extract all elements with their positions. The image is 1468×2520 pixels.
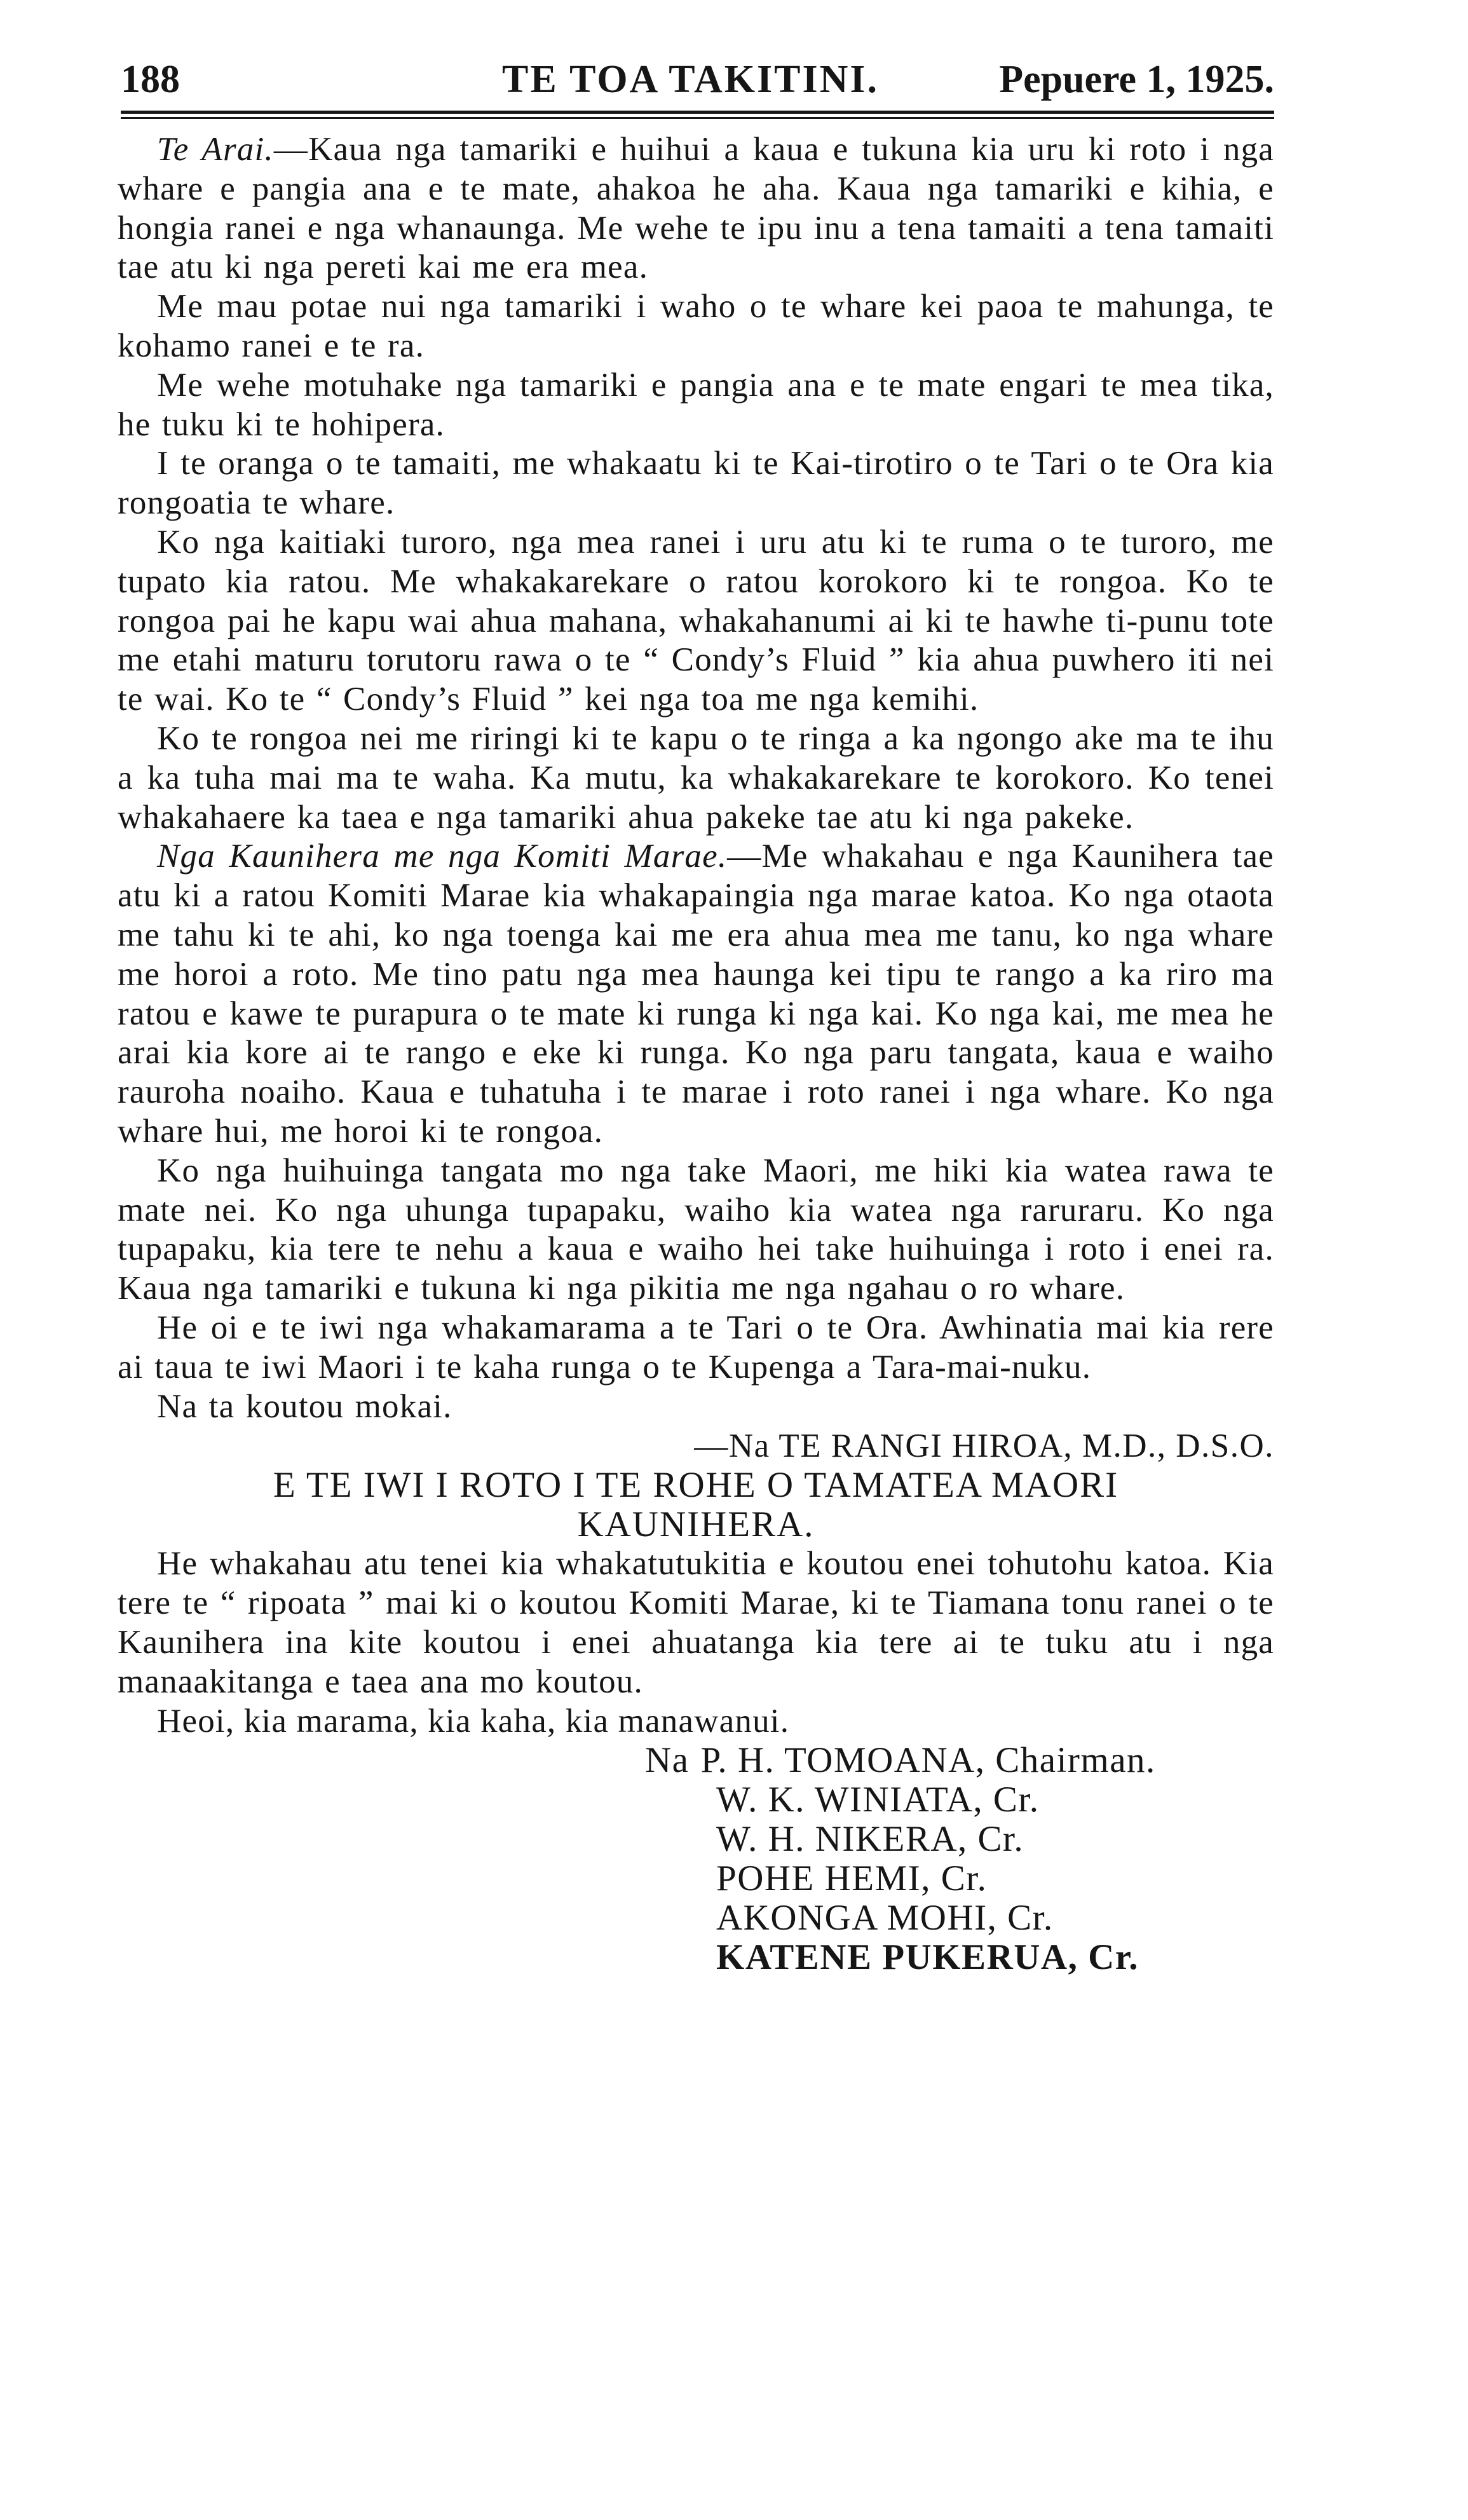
paragraph-text: He oi e te iwi nga whakamarama a te Tari o te Ora. Awhinatia mai kia rere ai taua te iwi Maori i te kaha runga o te Kupenga a Tara-mai-nuku. (118, 1309, 1274, 1386)
paragraph (118, 130, 1274, 287)
signatory-block (118, 1741, 1274, 1977)
publication-title: TE TOA TAKITINI. (502, 58, 880, 101)
paragraph-text: —Kaua nga tamariki e huihui a kaua e tukuna kia uru ki roto i nga whare e pangia ana e te mate, ahakoa he aha. Kaua nga tamariki e kihia, e hongia ranei e nga whanaunga. Me wehe te ipu inu a tena tamaiti a tena tamaiti tae atu ki nga pereti kai me era mea. (118, 131, 1274, 286)
paragraph-text: —Me whakahau e nga Kaunihera tae atu ki a ratou Komiti Marae kia whakapaingia nga marae katoa. Ko nga otaota me tahu ki te ahi, ko nga toenga kai me era ahua mea me tanu, ko nga whare me horoi a roto. Me tino patu nga mea haunga kei tipu te rango a ka riro ma ratou e kawe te purapura o te mate ki runga ki nga kai. Ko nga kai, me mea he arai kia kore ai te rango e eke ki runga. Ko nga paru tangata, kaua e waiho rauroha noaiho. Kaua e tuhatuha i te marae i roto ranei i nga whare. Ko nga whare hui, me horoi ki te rongoa. (118, 838, 1274, 1150)
header-rule (121, 117, 1274, 119)
paragraph (118, 444, 1274, 523)
paragraph (118, 719, 1274, 837)
signatory (645, 1741, 1274, 1780)
signatory (716, 1938, 1274, 1977)
signatory-prefix: Na (645, 1740, 690, 1781)
paragraph (118, 1309, 1274, 1387)
paragraph-text: Na ta koutou mokai. (157, 1387, 452, 1425)
signatory-name: W. K. WINIATA, Cr. (716, 1780, 1040, 1820)
paragraph (118, 1152, 1274, 1309)
paragraph-text: Me mau potae nui nga tamariki i waho o te whare kei paoa te mahunga, te kohamo ranei e te ra. (118, 288, 1274, 364)
page-number: 188 (121, 58, 180, 101)
author-signature: —Na TE RANGI HIROA, M.D., D.S.O. (694, 1427, 1274, 1465)
signatory-name: P. H. TOMOANA, Chairman. (700, 1740, 1156, 1781)
closing-line: Heoi, kia marama, kia kaha, kia manawanui. (157, 1703, 790, 1740)
paragraph-text: Ko te rongoa nei me riringi ki te kapu o te ringa a ka ngongo ake ma te ihu a ka tuha mai ma te waha. Ka mutu, ka whakakarekare te korokoro. Ko tenei whakahaere ka taea e nga tamariki ahua pakeke tae atu ki nga pakeke. (118, 719, 1274, 836)
paragraph-text: I te oranga o te tamaiti, me whakaatu ki te Kai-tirotiro o te Tari o te Ora kia rongoatia te whare. (118, 445, 1274, 522)
signatory (716, 1820, 1274, 1859)
body-text (118, 130, 1274, 1977)
paragraph (118, 837, 1274, 1151)
paragraph (118, 366, 1274, 445)
signatory-name: AKONGA MOHI, Cr. (716, 1898, 1054, 1938)
page-header (121, 50, 1274, 113)
header-rule (121, 111, 1274, 114)
paragraph-lead: Te Arai. (157, 131, 274, 168)
signatory (716, 1898, 1274, 1938)
signatory-name: W. H. NIKERA, Cr. (716, 1819, 1024, 1860)
paragraph (118, 287, 1274, 366)
signatory (716, 1780, 1274, 1820)
paragraph-text: Ko nga kaitiaki turoro, nga mea ranei i uru atu ki te ruma o te turoro, me tupato kia ratou. Me whakakarekare o ratou korokoro ki te rongoa. Ko te rongoa pai he kapu wai ahua mahana, whakahanumi ai ki te hawhe ti-punu tote me etahi maturu torutoru rawa o te “ Condy’s Fluid ” kia ahua puwhero iti nei te wai. Ko te “ Condy’s Fluid ” kei nga toa me nga kemihi. (118, 523, 1274, 718)
paragraph (118, 523, 1274, 719)
signatory (716, 1859, 1274, 1898)
paragraph-text: Me wehe motuhake nga tamariki e pangia ana e te mate engari te mea tika, he tuku ki te hohipera. (118, 366, 1274, 443)
paragraph-text: Ko nga huihuinga tangata mo nga take Maori, me hiki kia watea rawa te mate nei. Ko nga uhunga tupapaku, waiho kia watea nga raruraru. Ko nga tupapaku, kia tere te nehu a kaua e waiho hei take huihuinga i roto i enei ra. Kaua nga tamariki e tukuna ki nga pikitia me nga ngahau o ro whare. (118, 1152, 1274, 1307)
letter-paragraph: He whakahau atu tenei kia whakatutukitia e koutou enei tohutohu katoa. Kia tere te “ ripoata ” mai ki o koutou Komiti Marae, ki te Tiamana tonu ranei o te Kaunihera ina kite koutou i enei ahuatanga kia tere ai te tuku atu i nga manaakitanga e taea ana mo koutou. (118, 1545, 1274, 1700)
signatory-name: KATENE PUKERUA, Cr. (716, 1937, 1139, 1978)
signatory-name: POHE HEMI, Cr. (716, 1858, 988, 1899)
section-heading: E TE IWI I ROTO I TE ROHE O TAMATEA MAORI (273, 1465, 1119, 1506)
issue-date: Pepuere 1, 1925. (999, 58, 1274, 101)
paragraph-lead: Nga Kaunihera me nga Komiti Marae. (157, 838, 728, 875)
section-heading: KAUNIHERA. (577, 1504, 815, 1545)
paragraph (118, 1387, 1274, 1427)
